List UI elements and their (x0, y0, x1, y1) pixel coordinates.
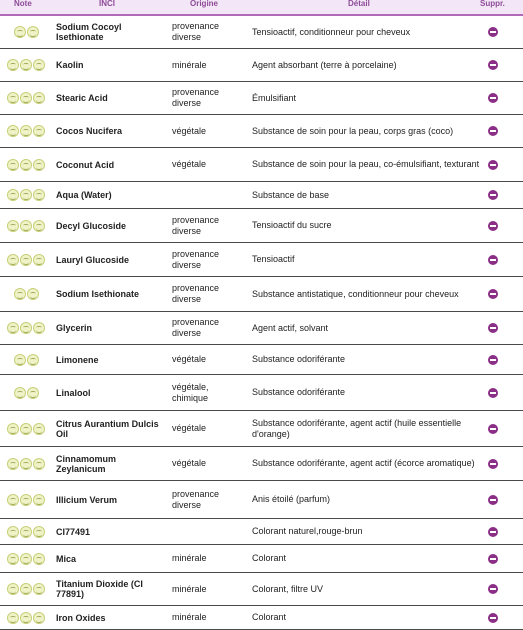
minus-circle-icon[interactable] (488, 388, 498, 398)
detail-cell: Tensioactif, conditionneur pour cheveux (252, 26, 411, 37)
origin-cell: provenance diverse (172, 488, 220, 510)
detail-cell: Agent absorbant (terre à porcelaine) (252, 59, 397, 70)
note-cell (0, 115, 52, 147)
note-cell (0, 411, 52, 446)
smiley-rating (14, 354, 39, 366)
smiley-icon (33, 526, 45, 538)
table-row (0, 49, 523, 82)
smiley-icon (20, 583, 32, 595)
origin-cell: minérale (172, 59, 207, 70)
minus-circle-icon[interactable] (488, 221, 498, 231)
minus-circle-icon[interactable] (488, 355, 498, 365)
note-cell (0, 16, 52, 48)
delete-cell (486, 312, 500, 344)
note-cell (0, 481, 52, 518)
origin-cell: végétale (172, 423, 207, 433)
table-row (0, 519, 523, 545)
smiley-icon (33, 92, 45, 104)
table-row (0, 82, 523, 115)
smiley-icon (33, 553, 45, 565)
smiley-icon (7, 254, 19, 266)
header-note: Note (14, 0, 32, 8)
table-row (0, 545, 523, 573)
note-cell (0, 573, 52, 605)
ingredients-table (0, 16, 523, 630)
minus-circle-icon[interactable] (488, 495, 498, 505)
inci-cell: Coconut Acid (56, 159, 115, 170)
header-inci: INCI (99, 0, 115, 8)
detail-cell: Substance antistatique, conditionneur pour cheveux (252, 288, 459, 299)
smiley-icon (14, 354, 26, 366)
origin-cell: minérale (172, 583, 207, 594)
detail-cell: Colorant naturel,rouge-brun (252, 526, 363, 536)
detail-cell: Substance de soin pour la peau, corps gras (coco) (252, 125, 454, 136)
note-cell (0, 82, 52, 114)
note-cell (0, 243, 52, 276)
table-row (0, 447, 523, 481)
table-row (0, 481, 523, 519)
origin-cell: végétale (172, 354, 207, 364)
table-row (0, 375, 523, 411)
origin-cell: provenance diverse (172, 87, 220, 108)
delete-cell (486, 49, 500, 81)
smiley-rating (7, 423, 45, 435)
smiley-rating (14, 387, 39, 399)
origin-cell: végétale (172, 458, 207, 468)
smiley-icon (33, 159, 45, 171)
detail-cell: Substance odoriférante (252, 354, 346, 364)
note-cell (0, 375, 52, 410)
smiley-icon (7, 458, 19, 470)
smiley-rating (7, 583, 45, 595)
note-cell (0, 345, 52, 374)
inci-cell: Stearic Acid (56, 93, 108, 103)
smiley-rating (14, 26, 39, 38)
inci-cell: Sodium Cocoyl Isethionate (56, 22, 122, 42)
detail-cell: Colorant, filtre UV (252, 583, 324, 594)
delete-cell (486, 148, 500, 181)
delete-cell (486, 573, 500, 605)
inci-cell: Illicium Verum (56, 494, 118, 505)
note-cell (0, 182, 52, 208)
header-detail: Détail (348, 0, 370, 8)
note-cell (0, 606, 52, 629)
detail-cell: Tensioactif du sucre (252, 220, 332, 230)
smiley-icon (33, 494, 45, 506)
header-origin: Origine (190, 0, 219, 8)
note-cell (0, 545, 52, 572)
delete-cell (486, 545, 500, 572)
smiley-icon (20, 423, 32, 435)
origin-cell: végétale, chimique (172, 381, 209, 403)
smiley-icon (7, 220, 19, 232)
smiley-icon (33, 423, 45, 435)
smiley-rating (14, 288, 39, 300)
smiley-rating (7, 92, 45, 104)
minus-circle-icon[interactable] (488, 459, 498, 469)
smiley-icon (14, 26, 26, 38)
smiley-icon (7, 189, 19, 201)
smiley-icon (33, 612, 45, 624)
delete-cell (486, 447, 500, 480)
minus-circle-icon[interactable] (488, 289, 498, 299)
smiley-icon (7, 583, 19, 595)
smiley-icon (7, 494, 19, 506)
delete-cell (486, 411, 500, 446)
delete-cell (486, 243, 500, 276)
note-cell (0, 148, 52, 181)
inci-cell: Kaolin (56, 60, 84, 70)
smiley-icon (7, 159, 19, 171)
table-header (0, 0, 523, 16)
inci-cell: Lauryl Glucoside (56, 254, 130, 265)
origin-cell: provenance diverse (172, 317, 220, 338)
note-cell (0, 277, 52, 311)
smiley-icon (20, 125, 32, 137)
table-row (0, 148, 523, 182)
detail-cell: Substance odoriférante, agent actif (écorce aromatique) (252, 458, 475, 468)
smiley-icon (20, 458, 32, 470)
delete-cell (486, 16, 500, 48)
inci-cell: CI77491 (56, 526, 91, 537)
smiley-rating (7, 494, 45, 506)
detail-cell: Substance de soin pour la peau, co-émulsifiant, texturant (252, 159, 480, 169)
table-row (0, 573, 523, 606)
smiley-rating (7, 526, 45, 538)
delete-cell (486, 82, 500, 114)
table-row (0, 115, 523, 148)
delete-cell (486, 519, 500, 544)
smiley-rating (7, 458, 45, 470)
table-row (0, 243, 523, 277)
smiley-icon (27, 26, 39, 38)
delete-cell (486, 277, 500, 311)
detail-cell: Substance odoriférante, agent actif (huile essentielle d'orange) (252, 417, 462, 439)
detail-cell: Colorant (252, 553, 287, 563)
note-cell (0, 312, 52, 344)
minus-circle-icon[interactable] (488, 527, 498, 537)
smiley-icon (14, 288, 26, 300)
table-row (0, 277, 523, 312)
note-cell (0, 209, 52, 242)
smiley-icon (20, 189, 32, 201)
note-cell (0, 49, 52, 81)
smiley-icon (33, 125, 45, 137)
minus-circle-icon[interactable] (488, 60, 498, 70)
note-cell (0, 447, 52, 480)
inci-cell: Aqua (Water) (56, 190, 112, 200)
smiley-rating (7, 220, 45, 232)
origin-cell: minérale (172, 612, 207, 622)
inci-cell: Citrus Aurantium Dulcis Oil (56, 418, 159, 439)
table-row (0, 182, 523, 209)
header-delete: Suppr. (480, 0, 505, 8)
detail-cell: Tensioactif (252, 254, 295, 264)
table-row (0, 312, 523, 345)
origin-cell: provenance diverse (172, 248, 220, 270)
inci-cell: Titanium Dioxide (CI 77891) (56, 579, 143, 599)
smiley-icon (33, 189, 45, 201)
detail-cell: Émulsifiant (252, 92, 297, 103)
smiley-icon (20, 159, 32, 171)
smiley-icon (14, 387, 26, 399)
minus-circle-icon[interactable] (488, 190, 498, 200)
smiley-icon (20, 494, 32, 506)
smiley-icon (7, 59, 19, 71)
minus-circle-icon[interactable] (488, 554, 498, 564)
smiley-rating (7, 254, 45, 266)
smiley-icon (7, 526, 19, 538)
delete-cell (486, 481, 500, 518)
origin-cell: végétale (172, 159, 207, 169)
delete-cell (486, 209, 500, 242)
delete-cell (486, 345, 500, 374)
delete-cell (486, 182, 500, 208)
minus-circle-icon[interactable] (488, 613, 498, 623)
smiley-icon (27, 354, 39, 366)
smiley-icon (20, 612, 32, 624)
smiley-icon (33, 583, 45, 595)
delete-cell (486, 606, 500, 629)
smiley-icon (7, 423, 19, 435)
table-row (0, 16, 523, 49)
smiley-rating (7, 553, 45, 565)
detail-cell: Substance odoriférante (252, 387, 346, 397)
smiley-rating (7, 159, 45, 171)
smiley-icon (7, 612, 19, 624)
smiley-icon (7, 322, 19, 334)
detail-cell: Anis étoilé (parfum) (252, 494, 331, 504)
smiley-icon (20, 254, 32, 266)
inci-cell: Limonene (56, 354, 99, 365)
smiley-icon (20, 526, 32, 538)
origin-cell: provenance diverse (172, 283, 220, 304)
smiley-icon (7, 553, 19, 565)
minus-circle-icon[interactable] (488, 126, 498, 136)
inci-cell: Cinnamomum Zeylanicum (56, 453, 117, 474)
detail-cell: Agent actif, solvant (252, 322, 329, 333)
smiley-icon (7, 92, 19, 104)
inci-cell: Sodium Isethionate (56, 289, 140, 299)
smiley-icon (27, 387, 39, 399)
minus-circle-icon[interactable] (488, 323, 498, 333)
note-cell (0, 519, 52, 544)
inci-cell: Mica (56, 553, 77, 564)
delete-cell (486, 375, 500, 410)
origin-cell (172, 182, 244, 208)
origin-cell: provenance diverse (172, 214, 220, 236)
smiley-rating (7, 189, 45, 201)
smiley-icon (33, 322, 45, 334)
smiley-icon (33, 220, 45, 232)
smiley-icon (20, 322, 32, 334)
table-row (0, 606, 523, 630)
smiley-icon (7, 125, 19, 137)
minus-circle-icon[interactable] (488, 27, 498, 37)
smiley-icon (20, 553, 32, 565)
smiley-icon (33, 458, 45, 470)
minus-circle-icon[interactable] (488, 93, 498, 103)
delete-cell (486, 115, 500, 147)
inci-cell: Glycerin (56, 323, 93, 333)
origin-cell: végétale (172, 125, 207, 136)
minus-circle-icon[interactable] (488, 584, 498, 594)
smiley-rating (7, 612, 45, 624)
origin-cell: provenance diverse (172, 21, 220, 42)
origin-cell: minérale (172, 553, 207, 563)
smiley-icon (27, 288, 39, 300)
table-row (0, 345, 523, 375)
smiley-icon (33, 254, 45, 266)
minus-circle-icon[interactable] (488, 255, 498, 265)
inci-cell: Decyl Glucoside (56, 220, 127, 231)
smiley-rating (7, 59, 45, 71)
smiley-rating (7, 125, 45, 137)
smiley-icon (20, 92, 32, 104)
inci-cell: Iron Oxides (56, 612, 106, 623)
origin-cell (172, 519, 244, 544)
inci-cell: Linalool (56, 387, 91, 398)
smiley-icon (20, 220, 32, 232)
table-row (0, 209, 523, 243)
smiley-rating (7, 322, 45, 334)
smiley-icon (20, 59, 32, 71)
table-row (0, 411, 523, 447)
detail-cell: Colorant (252, 612, 287, 622)
minus-circle-icon[interactable] (488, 424, 498, 434)
smiley-icon (33, 59, 45, 71)
detail-cell: Substance de base (252, 189, 330, 200)
minus-circle-icon[interactable] (488, 160, 498, 170)
inci-cell: Cocos Nucifera (56, 126, 123, 136)
